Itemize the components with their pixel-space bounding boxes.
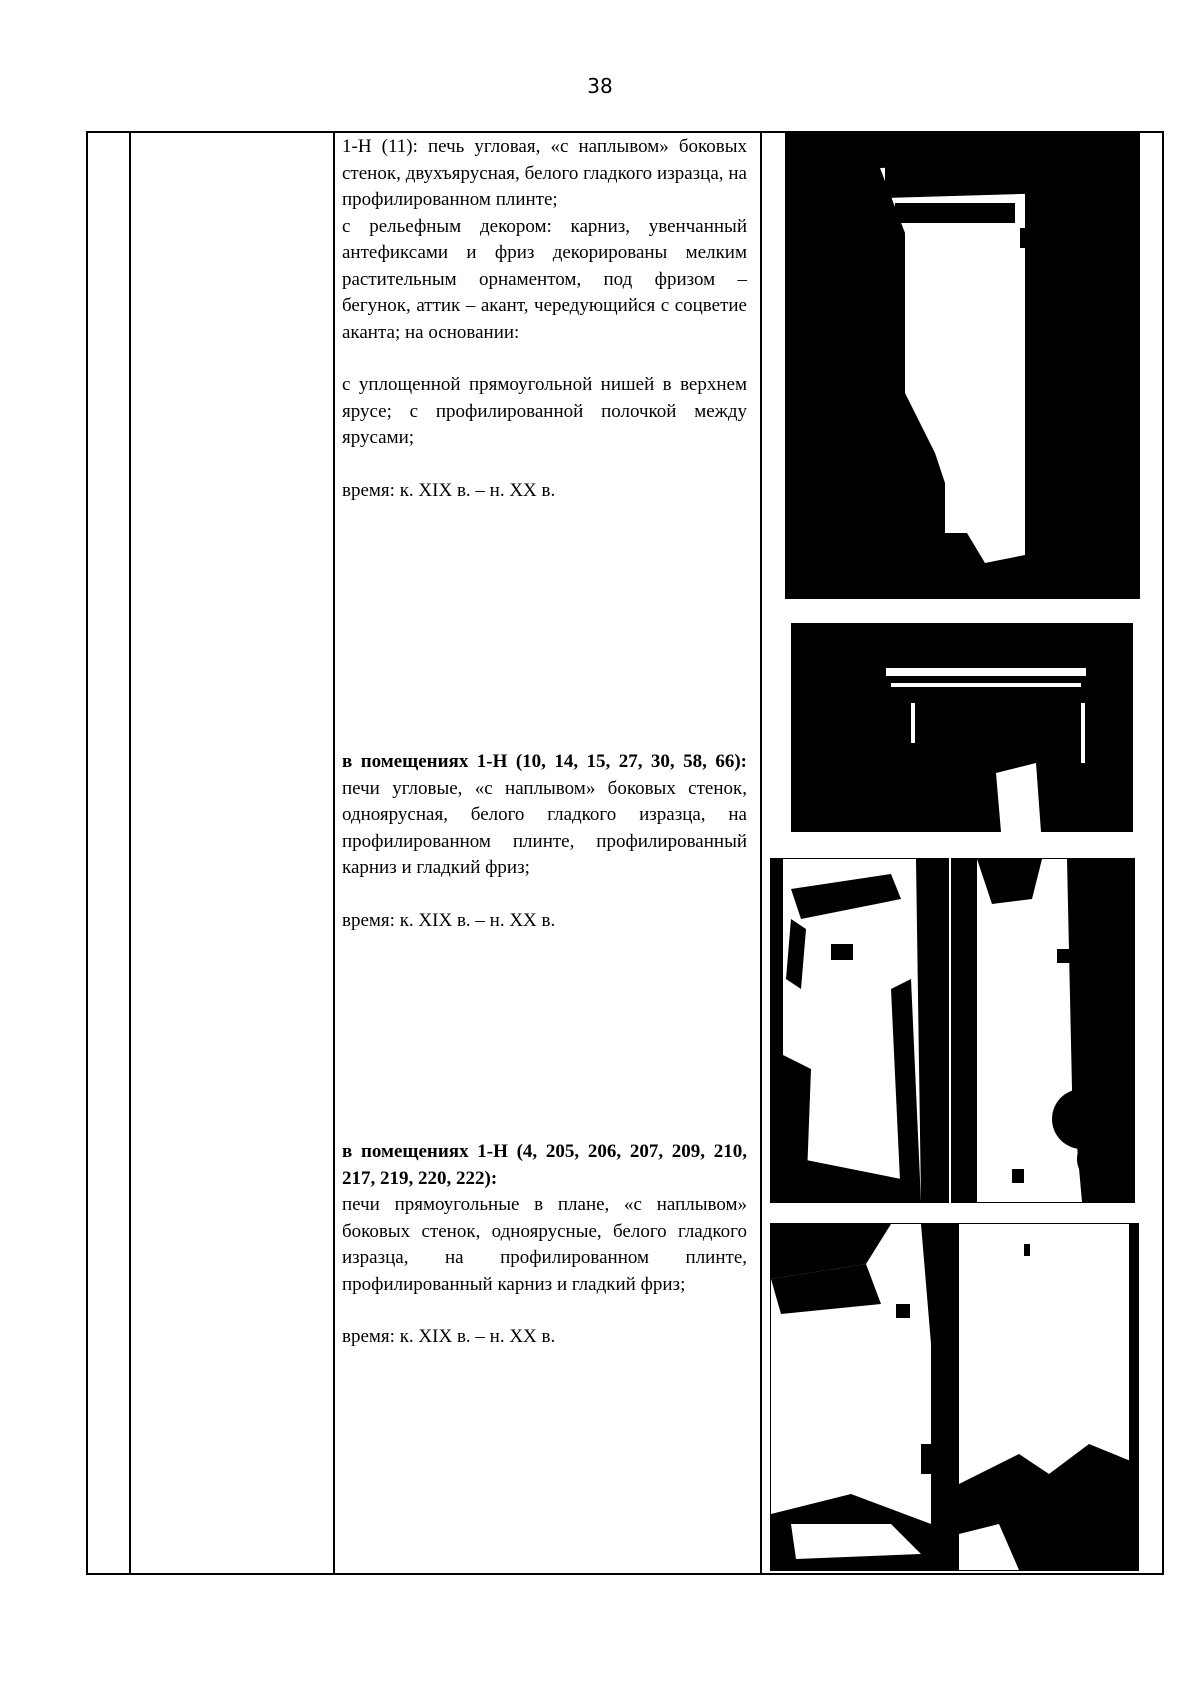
column-divider-3 — [760, 133, 762, 1573]
stove-description: 1-Н (11): печь угловая, «с наплывом» боковых стенок, двухъярусная, белого гладкого изразца, на профилированном плинте; — [342, 136, 747, 210]
stove-description: печи угловые, «с наплывом» боковых стенок, одноярусная, белого гладкого изразца, на профилированном плинте, профилированный карниз и гладкий фриз; — [342, 777, 747, 878]
rooms-heading: в помещениях 1-Н (10, 14, 15, 27, 30, 58, 66): — [342, 751, 747, 772]
rooms-heading: в помещениях 1-Н (4, 205, 206, 207, 209, 210, 217, 219, 220, 222): — [342, 1141, 747, 1189]
niche-description: с уплощенной прямоугольной нишей в верхнем ярусе; с профилированной полочкой между ярусами; — [342, 374, 747, 448]
stove-photo-group2-b — [958, 1223, 1139, 1571]
stove-photo-group1-a — [770, 858, 949, 1203]
column-divider-1 — [129, 133, 131, 1573]
stove-photo-group1-b — [951, 858, 1135, 1203]
stove-description: печи прямоугольные в плане, «с наплывом» боковых стенок, одноярусные, белого гладкого изразца, на профилированном плинте, профилированный карниз и гладкий фриз; — [342, 1194, 747, 1295]
page-number: 38 — [587, 74, 613, 98]
column-divider-2 — [333, 133, 335, 1573]
stove-photo-group2-a — [770, 1223, 959, 1571]
stove-photo-room-11 — [785, 133, 1140, 599]
section-rooms-group-2 — [342, 1139, 747, 1351]
section-rooms-group-1 — [342, 749, 747, 934]
dating-text: время: к. XIX в. – н. XX в. — [342, 909, 556, 931]
section-room-11 — [342, 134, 747, 504]
stove-cornice-photo — [791, 623, 1133, 832]
dating-text: время: к. XIX в. – н. XX в. — [342, 479, 556, 501]
relief-decor-description: с рельефным декором: карниз, увенчанный антефиксами и фриз декорированы мелким растительным орнаментом, под фризом – бегунок, аттик – акант, чередующийся с соцветие аканта; на основании: — [342, 215, 747, 343]
dating-text: время: к. XIX в. – н. XX в. — [342, 1326, 556, 1347]
